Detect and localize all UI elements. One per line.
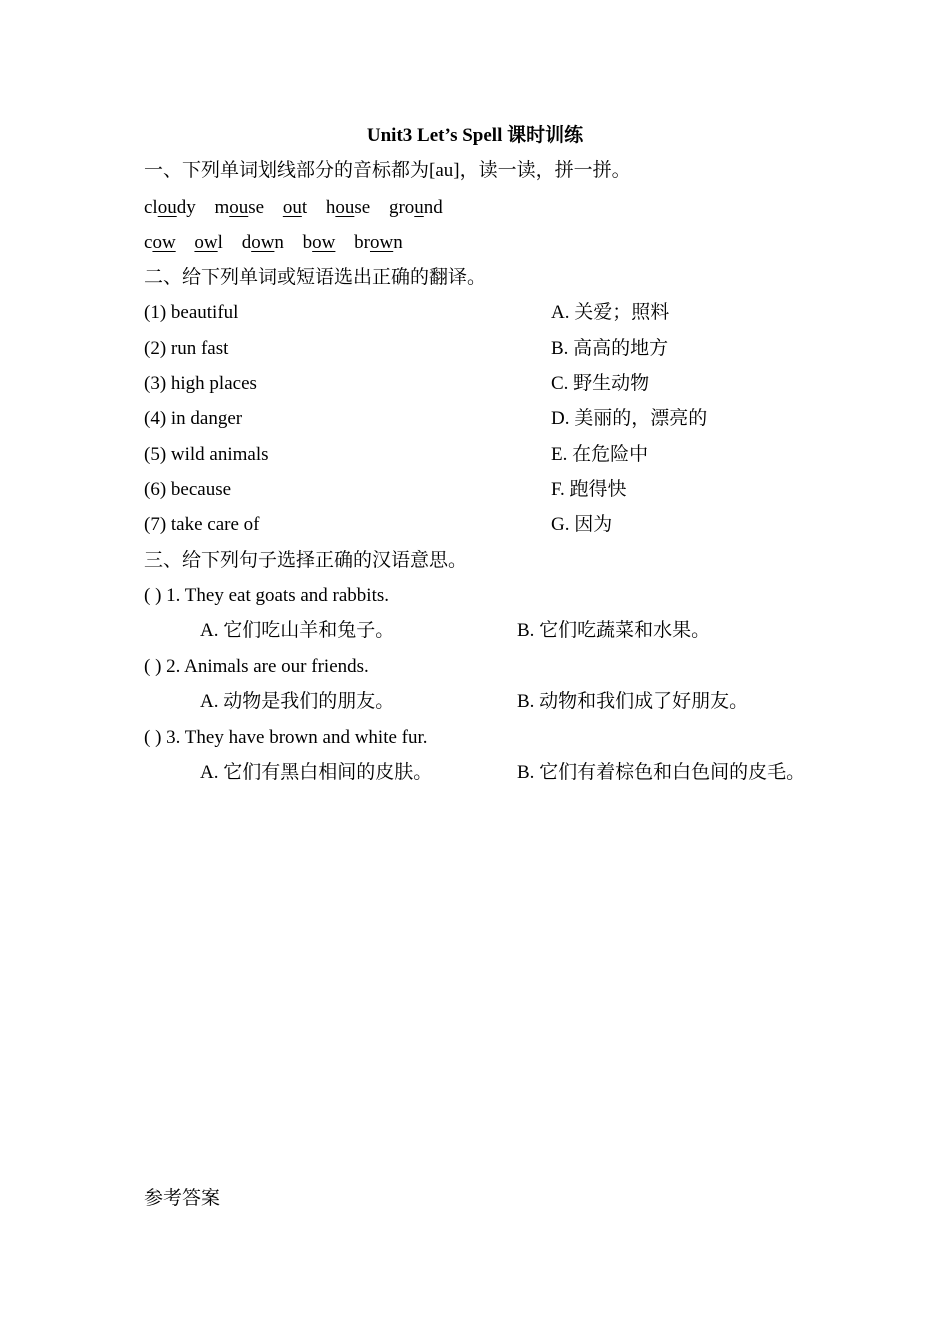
spell-row-2 bbox=[144, 231, 417, 255]
section1-heading: 一、下列单词划线部分的音标都为[au]，读一读，拼一拼。 bbox=[144, 160, 631, 181]
spell-word: bow bbox=[302, 232, 336, 253]
match-item-right: F. 跑得快 bbox=[551, 479, 627, 500]
match-item-right: A. 关爱；照料 bbox=[551, 302, 670, 323]
spell-word: mouse bbox=[214, 197, 265, 218]
match-item-left: (5) wild animals bbox=[144, 444, 269, 465]
section2-heading: 二、给下列单词或短语选出正确的翻译。 bbox=[144, 267, 487, 288]
match-item-left: (6) because bbox=[144, 479, 232, 500]
spell-word: owl bbox=[194, 232, 223, 253]
question-3-option-b: B. 它们有着棕色和白色间的皮毛。 bbox=[517, 762, 806, 783]
section3-heading: 三、给下列句子选择正确的汉语意思。 bbox=[144, 550, 468, 571]
match-item-left: (3) high places bbox=[144, 373, 257, 394]
spell-word: out bbox=[282, 197, 308, 218]
spell-word: cloudy bbox=[144, 197, 196, 218]
question-3: ( ) 3. They have brown and white fur. bbox=[144, 727, 428, 748]
match-item-left: (2) run fast bbox=[144, 338, 229, 359]
match-item-right: G. 因为 bbox=[551, 514, 613, 535]
question-2-option-b: B. 动物和我们成了好朋友。 bbox=[517, 691, 749, 712]
spell-row-1 bbox=[144, 196, 457, 220]
spell-word: down bbox=[241, 232, 284, 253]
page-title: Unit3 Let’s Spell 课时训练 bbox=[366, 125, 584, 146]
match-item-left: (4) in danger bbox=[144, 408, 243, 429]
question-1: ( ) 1. They eat goats and rabbits. bbox=[144, 585, 389, 606]
match-item-right: B. 高高的地方 bbox=[551, 338, 669, 359]
question-1-option-a: A. 它们吃山羊和兔子。 bbox=[200, 620, 395, 641]
question-2-option-a: A. 动物是我们的朋友。 bbox=[200, 691, 395, 712]
match-item-left: (1) beautiful bbox=[144, 302, 239, 323]
spell-word: ground bbox=[388, 197, 443, 218]
answers-heading: 参考答案 bbox=[144, 1188, 221, 1209]
match-item-right: E. 在危险中 bbox=[551, 444, 649, 465]
question-2: ( ) 2. Animals are our friends. bbox=[144, 656, 369, 677]
spell-word: house bbox=[325, 197, 371, 218]
match-item-left: (7) take care of bbox=[144, 514, 260, 535]
match-item-right: C. 野生动物 bbox=[551, 373, 650, 394]
question-3-option-a: A. 它们有黑白相间的皮肤。 bbox=[200, 762, 433, 783]
spell-word: cow bbox=[144, 232, 176, 253]
question-1-option-b: B. 它们吃蔬菜和水果。 bbox=[517, 620, 711, 641]
match-item-right: D. 美丽的，漂亮的 bbox=[551, 408, 708, 429]
spell-word: brown bbox=[354, 232, 403, 253]
